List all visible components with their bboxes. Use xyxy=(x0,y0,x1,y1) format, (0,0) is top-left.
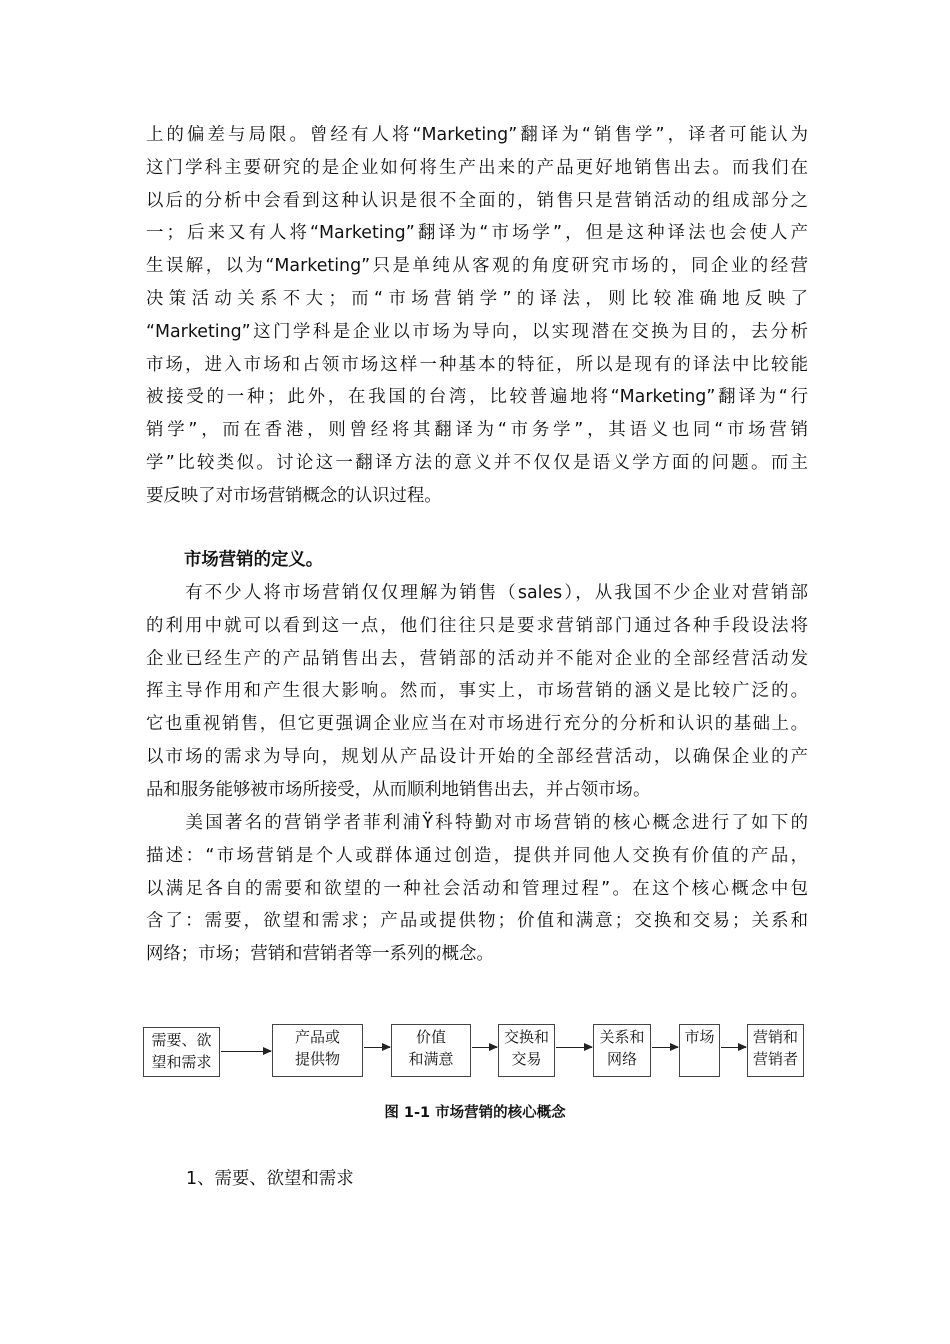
text-line: 它也重视销售，但它更强调企业应当在对市场进行充分的分析和认识的基础上。 xyxy=(146,714,808,735)
flow-box-label: 提供物 xyxy=(294,1050,340,1068)
flow-arrow xyxy=(721,1047,746,1048)
text-line: 挥主导作用和产生很大影响。然而，事实上，市场营销的涵义是比较广泛的。 xyxy=(146,681,808,702)
text-line: 一；后来又有人将“Marketing”翻译为“市场学”，但是这种译法也会使人产 xyxy=(146,223,808,244)
text-line: 以市场的需求为导向，规划从产品设计开始的全部经营活动，以确保企业的产 xyxy=(146,746,808,767)
flow-box-label: 产品或 xyxy=(294,1028,340,1046)
text-line: 企业已经生产的产品销售出去，营销部的活动并不能对企业的全部经营活动发 xyxy=(146,648,808,669)
flow-arrow xyxy=(364,1047,390,1048)
text-line: 美国著名的营销学者菲利浦Ÿ科特勤对市场营销的核心概念进行了如下的 xyxy=(146,813,808,833)
flow-box-products xyxy=(272,1024,363,1077)
flow-box-label: 和满意 xyxy=(408,1050,454,1068)
text-line: 有不少人将市场营销仅仅理解为销售（sales），从我国不少企业对营销部 xyxy=(146,583,808,603)
text-line: 网络；市场；营销和营销者等一系列的概念。 xyxy=(146,944,494,965)
flow-arrow xyxy=(652,1047,678,1048)
text-line: 生误解，以为“Marketing”只是单纯从客观的角度研究市场的，同企业的经营 xyxy=(146,256,808,277)
text-line: 描述：“市场营销是个人或群体通过创造，提供并同他人交换有价值的产品， xyxy=(146,845,808,866)
figure-caption: 图 1-1 市场营销的核心概念 xyxy=(384,1105,566,1121)
text-line: 以后的分析中会看到这种认识是很不全面的，销售只是营销活动的组成部分之 xyxy=(146,190,808,211)
text-line: 被接受的一种；此外，在我国的台湾，比较普遍地将“Marketing”翻译为“行 xyxy=(146,387,808,408)
paragraph-definition xyxy=(146,577,808,807)
flow-box-value xyxy=(391,1024,471,1077)
flow-box-label: 交换和 xyxy=(503,1028,549,1046)
section-heading: 市场营销的定义。 xyxy=(184,550,324,570)
text-line: 含了：需要，欲望和需求；产品或提供物；价值和满意；交换和交易；关系和 xyxy=(146,911,808,932)
text-line: 的利用中就可以看到这一点，他们往往只是要求营销部门通过各种手段设法将 xyxy=(146,615,808,636)
flow-box-label: 营销者 xyxy=(752,1050,798,1068)
flow-box-label: 交易 xyxy=(511,1050,542,1068)
flow-box-label: 关系和 xyxy=(599,1028,645,1046)
flow-arrow xyxy=(556,1047,592,1048)
text-line: 品和服务能够被市场所接受，从而顺利地销售出去，并占领市场。 xyxy=(146,779,651,800)
text-line: “Marketing”这门学科是企业以市场为导向，以实现潜在交换为目的，去分析 xyxy=(146,321,808,342)
text-line: 上的偏差与局限。曾经有人将“Marketing”翻译为“销售学”，译者可能认为 xyxy=(146,125,808,145)
text-line: 这门学科主要研究的是企业如何将生产出来的产品更好地销售出去。而我们在 xyxy=(146,157,808,178)
paragraph-translation-history xyxy=(146,119,808,513)
text-line: 市场，进入市场和占领市场这样一种基本的特征，所以是现有的译法中比较能 xyxy=(146,354,808,375)
flow-box-relationships xyxy=(593,1024,651,1077)
flow-box-marketers xyxy=(747,1024,804,1077)
text-line: 要反映了对市场营销概念的认识过程。 xyxy=(146,485,442,506)
flow-box-label: 望和需求 xyxy=(151,1053,212,1071)
numbered-subheading: 1、需要、欲望和需求 xyxy=(186,1169,354,1189)
flow-arrow xyxy=(472,1047,497,1048)
flow-box-market xyxy=(679,1024,720,1077)
text-line: 销学”，而在香港，则曾经将其翻译为“市务学”，其语义也同“市场营销 xyxy=(146,420,808,441)
flow-box-label: 价值 xyxy=(415,1028,446,1046)
text-line: 学”比较类似。讨论这一翻译方法的意义并不仅仅是语义学方面的问题。而主 xyxy=(146,452,808,473)
flow-box-label: 网络 xyxy=(606,1050,637,1068)
flow-box-label: 市场 xyxy=(684,1028,715,1046)
text-line: 以满足各自的需要和欲望的一种社会活动和管理过程”。在这个核心概念中包 xyxy=(146,878,808,899)
paragraph-kotler-definition xyxy=(146,807,808,971)
flow-arrow xyxy=(221,1051,271,1052)
text-line: 决策活动关系不大；而“市场营销学”的译法，则比较准确地反映了 xyxy=(146,288,808,309)
flow-box-label: 营销和 xyxy=(752,1028,798,1046)
flow-box-needs xyxy=(143,1027,220,1077)
flow-box-label: 需要、欲 xyxy=(151,1031,212,1049)
flow-box-exchange xyxy=(498,1024,555,1077)
